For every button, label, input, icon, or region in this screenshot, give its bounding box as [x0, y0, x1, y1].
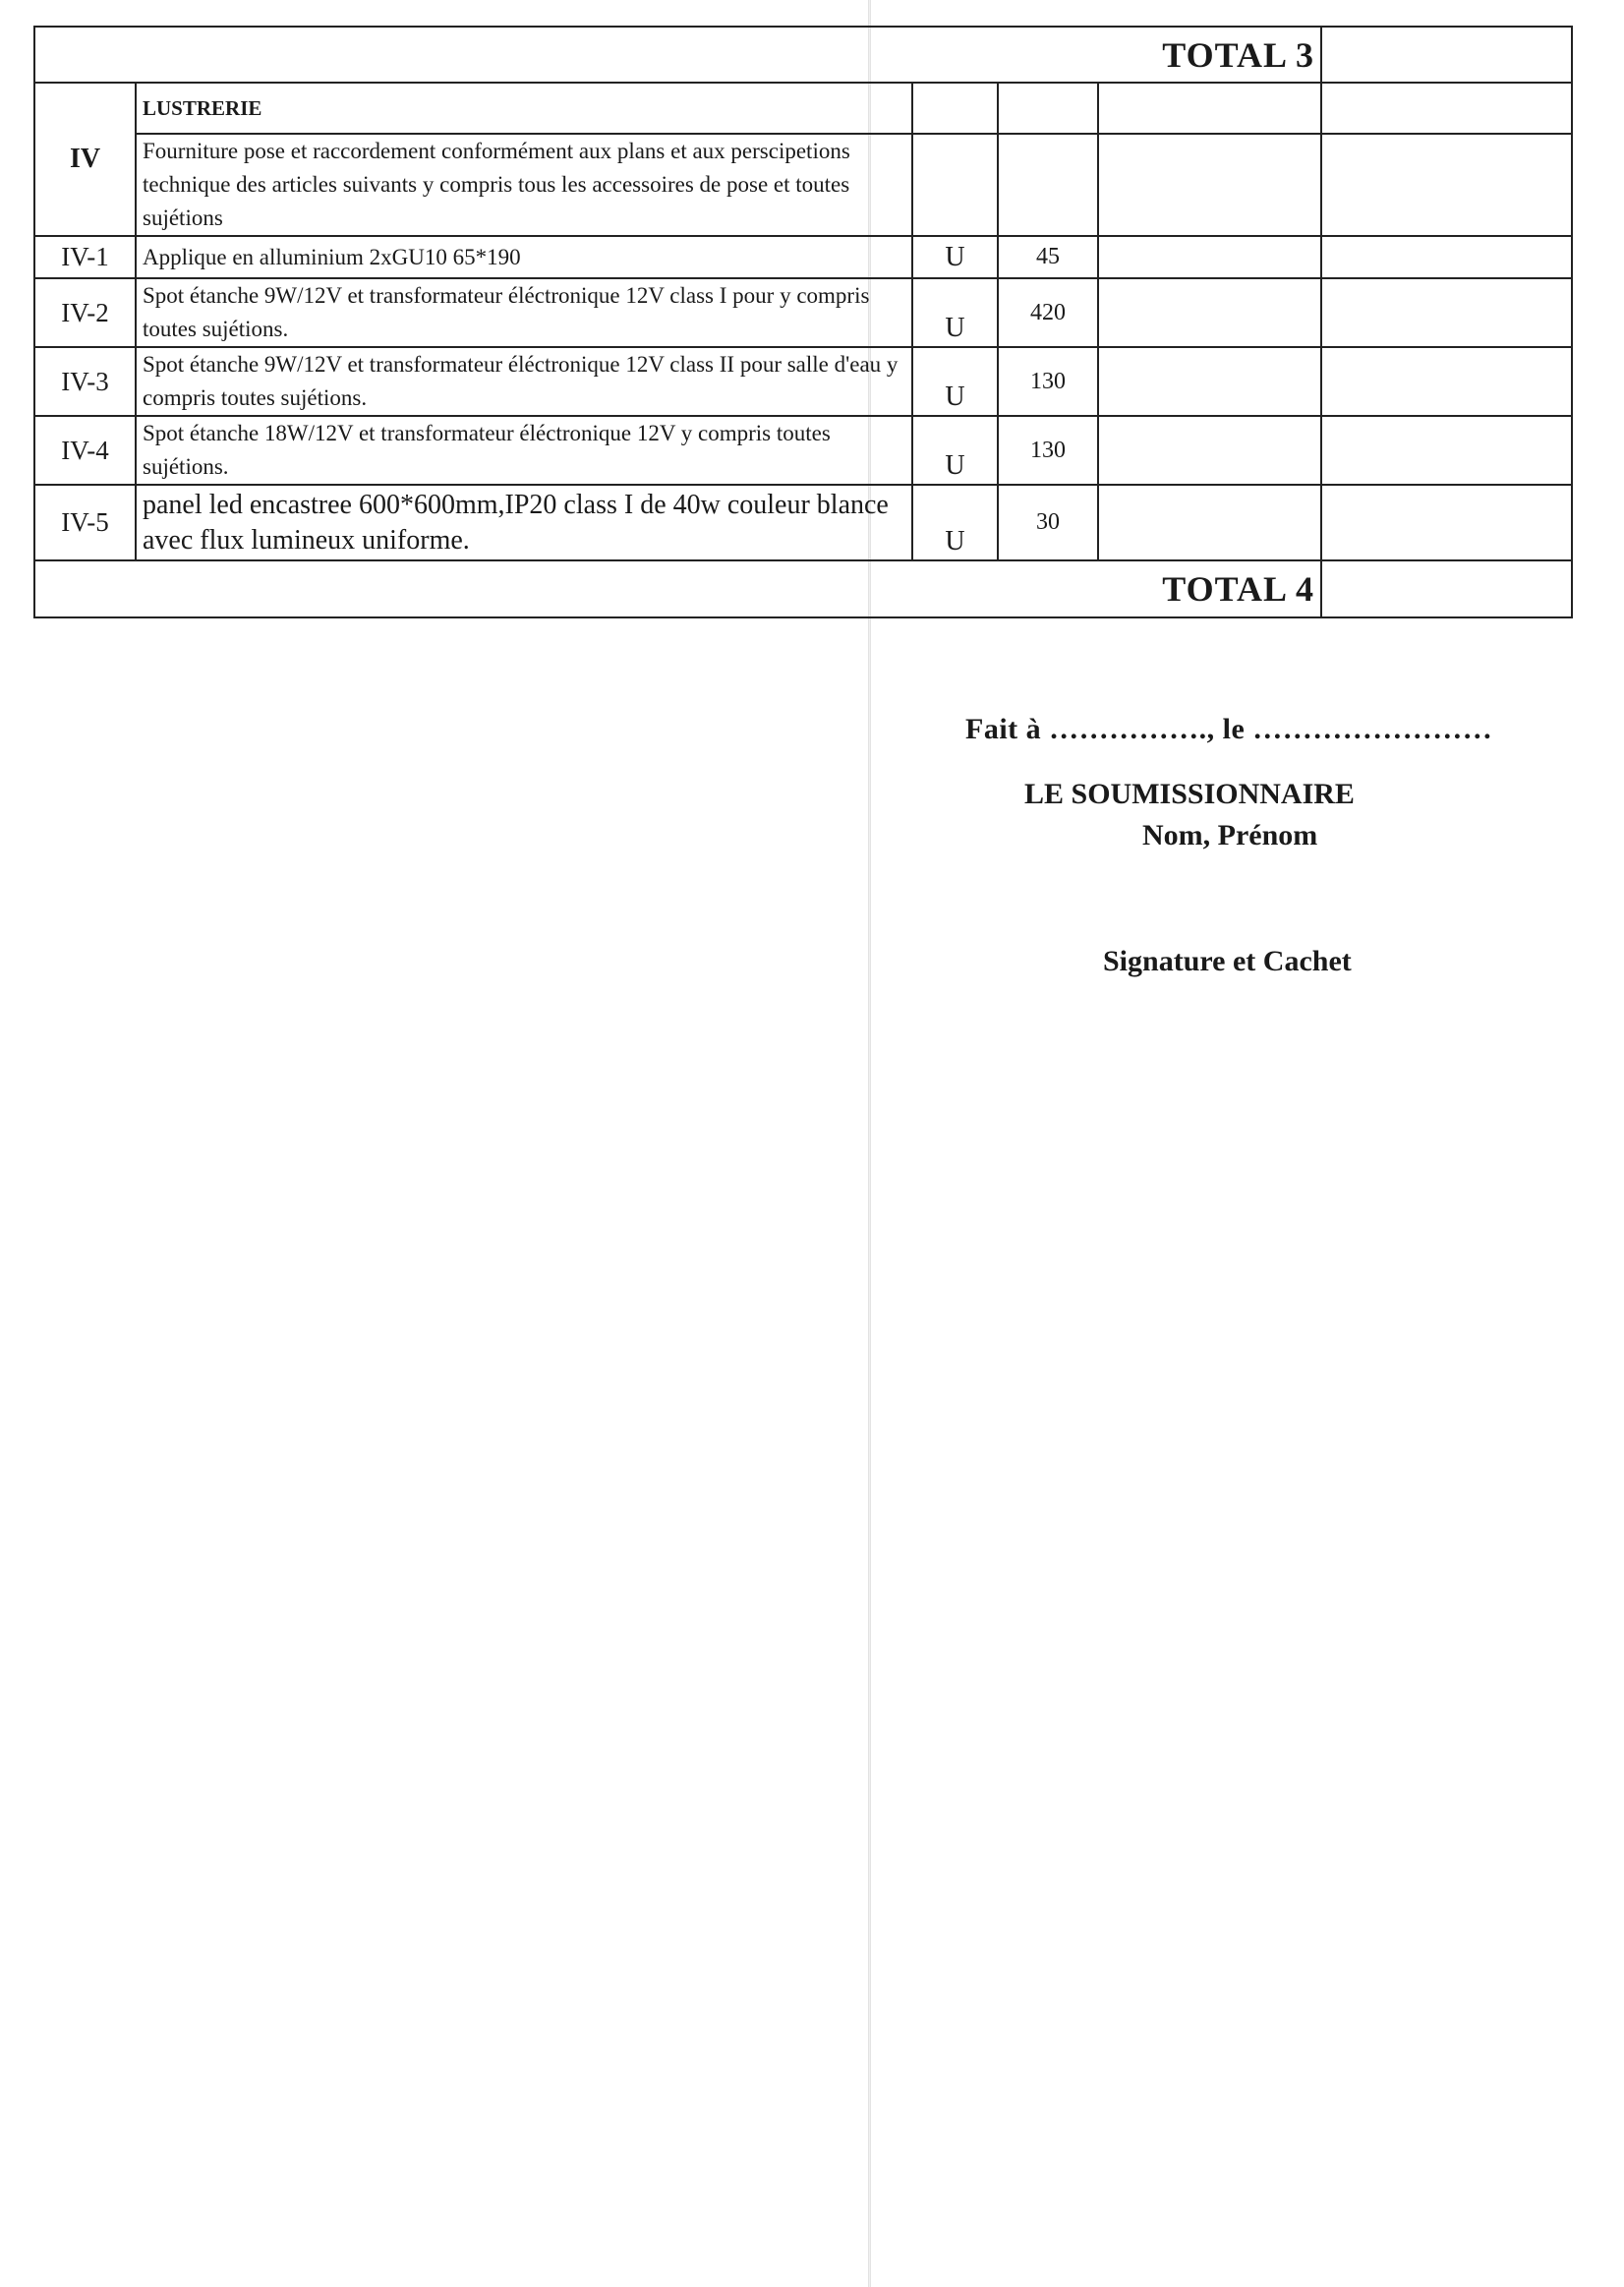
row-quantity: 130: [998, 347, 1098, 416]
section-title: LUSTRERIE: [136, 83, 912, 134]
row-unit-price: [1098, 236, 1321, 278]
bidder-title: LE SOUMISSIONNAIRE: [1024, 778, 1355, 810]
total4-amount: [1321, 560, 1572, 617]
signature-stamp-label: Signature et Cachet: [1103, 945, 1352, 977]
row-amount: [1321, 278, 1572, 347]
row-code: IV-5: [34, 485, 136, 560]
row-description: Applique en alluminium 2xGU10 65*190: [136, 236, 912, 278]
row-code: IV-4: [34, 416, 136, 485]
row-quantity: 30: [998, 485, 1098, 560]
row-unit: U: [912, 485, 998, 560]
row-unit: U: [912, 347, 998, 416]
total4-label: TOTAL 4: [34, 560, 1321, 617]
table-row: [34, 278, 1572, 347]
row-description: Spot étanche 9W/12V et transformateur éléctronique 12V class I pour y compris toutes sujétions.: [136, 278, 912, 347]
section-description-row: [34, 134, 1572, 236]
table-row: [34, 416, 1572, 485]
table-row: [34, 347, 1572, 416]
row-description: Spot étanche 18W/12V et transformateur éléctronique 12V y compris toutes sujétions.: [136, 416, 912, 485]
bordereau-table: [33, 26, 1573, 618]
row-amount: [1321, 347, 1572, 416]
section-title-row: [34, 83, 1572, 134]
row-quantity: 420: [998, 278, 1098, 347]
row-amount: [1321, 416, 1572, 485]
row-unit-price: [1098, 485, 1321, 560]
row-quantity: 45: [998, 236, 1098, 278]
row-code: IV-1: [34, 236, 136, 278]
row-unit-price: [1098, 347, 1321, 416]
row-unit-price: [1098, 278, 1321, 347]
total3-row: [34, 27, 1572, 83]
table-row: [34, 485, 1572, 560]
row-unit: U: [912, 416, 998, 485]
place-date-line: Fait à ……………., le ……………………: [965, 713, 1493, 745]
row-amount: [1321, 485, 1572, 560]
row-unit-price: [1098, 416, 1321, 485]
total3-amount: [1321, 27, 1572, 83]
row-unit: U: [912, 236, 998, 278]
bidder-name-label: Nom, Prénom: [1142, 819, 1318, 851]
total3-label: TOTAL 3: [34, 27, 1321, 83]
row-unit: U: [912, 278, 998, 347]
row-code: IV-3: [34, 347, 136, 416]
section-description: Fourniture pose et raccordement conformément aux plans et aux perscipetions technique des articles suivants y compris tous les accessoires de pose et toutes sujétions: [136, 134, 912, 236]
row-code: IV-2: [34, 278, 136, 347]
total4-row: [34, 560, 1572, 617]
row-amount: [1321, 236, 1572, 278]
row-quantity: 130: [998, 416, 1098, 485]
table-row: [34, 236, 1572, 278]
section-code: IV: [34, 83, 136, 236]
row-description: Spot étanche 9W/12V et transformateur éléctronique 12V class II pour salle d'eau y compris toutes sujétions.: [136, 347, 912, 416]
row-description: panel led encastree 600*600mm,IP20 class I de 40w couleur blance avec flux lumineux uniforme.: [136, 485, 912, 560]
